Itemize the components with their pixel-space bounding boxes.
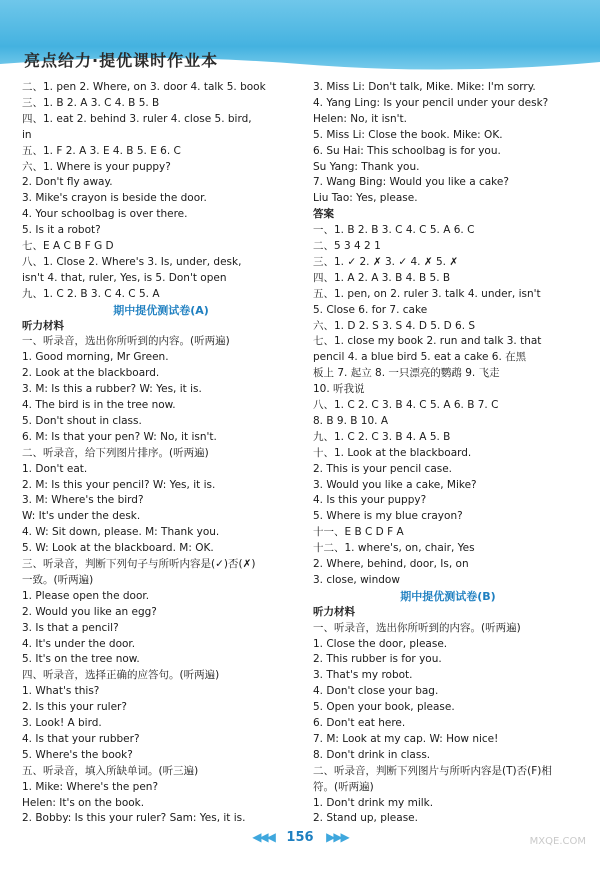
text-line: 3. Miss Li: Don't talk, Mike. Mike: I'm sorry. <box>313 81 536 93</box>
text-line: 4. Don't close your bag. <box>313 685 439 698</box>
text-line: 6. M: Is that your pen? W: No, it isn't. <box>22 430 217 443</box>
page-number: 156 <box>286 830 314 845</box>
page-title: 亮点给力·提优课时作业本 <box>24 51 219 70</box>
text-line: 四、1. eat 2. behind 3. ruler 4. close 5. bird, <box>22 112 252 125</box>
text-line: pencil 4. a blue bird 5. eat a cake 6. 在黑 <box>313 351 527 364</box>
text-line: 符。(听两遍) <box>313 780 374 793</box>
text-line: 八、1. Close 2. Where's 3. Is, under, desk, <box>22 255 242 268</box>
text-line: 8. B 9. B 10. A <box>313 414 389 427</box>
text-line: 1. Close the door, please. <box>313 637 448 650</box>
text-line: 二、1. pen 2. Where, on 3. door 4. talk 5. book <box>22 81 266 93</box>
text-line: 一致。(听两遍) <box>22 573 94 586</box>
text-line: 5. It's on the tree now. <box>22 653 140 666</box>
text-line: 四、听录音，选择正确的应答句。(听两遍) <box>22 669 220 682</box>
text-line: 一、听录音，选出你所听到的内容。(听两遍) <box>22 335 230 348</box>
text-line: 7. Wang Bing: Would you like a cake? <box>313 176 509 189</box>
text-line: 1. Please open the door. <box>22 589 150 602</box>
text-line: 答案 <box>313 208 334 221</box>
text-line: 听力材料 <box>313 605 355 618</box>
text-line: 1. What's this? <box>22 685 100 698</box>
text-line: 三、1. B 2. A 3. C 4. B 5. B <box>22 96 160 109</box>
text-line: 十一、E B C D F A <box>313 526 404 539</box>
text-line: 2. This rubber is for you. <box>313 653 442 666</box>
text-line: Su Yang: Thank you. <box>313 160 420 173</box>
text-line: 二、5 3 4 2 1 <box>313 240 381 252</box>
text-line: 4. The bird is in the tree now. <box>22 399 176 411</box>
text-line: 3. That's my robot. <box>313 669 413 682</box>
text-line: 3. Mike's crayon is beside the door. <box>22 192 207 205</box>
text-line: 5. Close 6. for 7. cake <box>313 303 428 316</box>
text-line: 三、听录音，判断下列句子与所听内容是(✓)否(✗) <box>22 558 256 570</box>
text-line: 8. Don't drink in class. <box>313 748 431 761</box>
text-line: 5. Miss Li: Close the book. Mike: OK. <box>313 128 503 141</box>
text-line: 3. Is that a pencil? <box>22 621 119 634</box>
text-line: 2. M: Is this your pencil? W: Yes, it is. <box>22 478 216 491</box>
text-line: 九、1. C 2. C 3. B 4. A 5. B <box>313 430 451 443</box>
section-title: 期中提优测试卷(A) <box>113 303 209 317</box>
section-title: 期中提优测试卷(B) <box>400 589 496 603</box>
text-line: 2. Look at the blackboard. <box>22 367 160 380</box>
text-line: 10. 听我说 <box>313 383 365 396</box>
text-line: 7. M: Look at my cap. W: How nice! <box>313 732 499 745</box>
text-line: 十二、1. where's, on, chair, Yes <box>313 542 475 555</box>
text-line: isn't 4. that, ruler, Yes, is 5. Don't open <box>22 271 227 284</box>
text-line: Liu Tao: Yes, please. <box>313 192 418 205</box>
text-line: 二、听录音，判断下列图片与所听内容是(T)否(F)相 <box>313 764 552 777</box>
text-line: 3. M: Where's the bird? <box>22 494 144 507</box>
next-arrows-icon: ▶▶▶ <box>326 830 348 844</box>
text-line: 六、1. Where is your puppy? <box>22 160 171 173</box>
text-line: 四、1. A 2. A 3. B 4. B 5. B <box>313 271 451 284</box>
text-line: 6. Su Hai: This schoolbag is for you. <box>313 144 501 157</box>
text-line: 1. Don't drink my milk. <box>313 796 434 809</box>
prev-arrows-icon: ◀◀◀ <box>252 830 274 844</box>
text-line: 3. M: Is this a rubber? W: Yes, it is. <box>22 383 202 396</box>
text-line: 6. Don't eat here. <box>313 717 406 729</box>
text-line: 七、1. close my book 2. run and talk 3. that <box>313 335 542 348</box>
text-line: 5. Where is my blue crayon? <box>313 510 463 523</box>
text-line: 4. Is that your rubber? <box>22 732 140 745</box>
text-line: 一、听录音，选出你所听到的内容。(听两遍) <box>313 621 521 634</box>
text-line: 1. Don't eat. <box>22 462 88 475</box>
text-line: 五、1. F 2. A 3. E 4. B 5. E 6. C <box>22 144 181 157</box>
text-line: 六、1. D 2. S 3. S 4. D 5. D 6. S <box>313 319 476 332</box>
text-line: 2. This is your pencil case. <box>313 462 453 475</box>
text-line: 5. Don't shout in class. <box>22 414 142 427</box>
text-line: 2. Stand up, please. <box>313 812 418 825</box>
text-line: 2. Would you like an egg? <box>22 605 157 618</box>
text-line: Helen: No, it isn't. <box>313 112 407 125</box>
text-line: 十、1. Look at the blackboard. <box>313 446 472 459</box>
text-line: 5. Open your book, please. <box>313 701 455 714</box>
text-line: Helen: It's on the book. <box>22 796 145 809</box>
text-line: 1. Good morning, Mr Green. <box>22 351 169 364</box>
text-line: 一、1. B 2. B 3. C 4. C 5. A 6. C <box>313 224 475 237</box>
text-line: 2. Bobby: Is this your ruler? Sam: Yes, it is. <box>22 812 246 825</box>
text-line: 4. W: Sit down, please. M: Thank you. <box>22 526 220 539</box>
text-line: W: It's under the desk. <box>22 510 141 523</box>
text-line: 5. Is it a robot? <box>22 224 101 237</box>
text-line: 3. Look! A bird. <box>22 717 102 729</box>
text-line: 五、听录音，填入所缺单词。(听三遍) <box>22 764 199 777</box>
text-line: 4. Your schoolbag is over there. <box>22 208 188 221</box>
watermark: MXQE.COM <box>529 836 586 847</box>
text-line: 2. Where, behind, door, Is, on <box>313 558 469 570</box>
text-line: 八、1. C 2. C 3. B 4. C 5. A 6. B 7. C <box>313 399 499 411</box>
text-line: 九、1. C 2. B 3. C 4. C 5. A <box>22 287 160 300</box>
text-line: 2. Don't fly away. <box>22 176 113 189</box>
text-line: 3. close, window <box>313 573 400 586</box>
text-line: 板上 7. 起立 8. 一只漂亮的鹦鹉 9. 飞走 <box>313 367 500 380</box>
text-line: in <box>22 128 32 141</box>
text-line: 二、听录音，给下列图片排序。(听两遍) <box>22 446 209 459</box>
text-line: 五、1. pen, on 2. ruler 3. talk 4. under, isn't <box>313 287 541 300</box>
text-line: 3. Would you like a cake, Mike? <box>313 478 477 491</box>
text-line: 4. Yang Ling: Is your pencil under your desk? <box>313 96 549 109</box>
text-line: 三、1. ✓ 2. ✗ 3. ✓ 4. ✗ 5. ✗ <box>313 255 459 268</box>
text-line: 4. It's under the door. <box>22 637 136 650</box>
text-line: 听力材料 <box>22 319 64 332</box>
text-line: 4. Is this your puppy? <box>313 494 427 507</box>
text-line: 2. Is this your ruler? <box>22 701 127 714</box>
text-line: 5. W: Look at the blackboard. M: OK. <box>22 542 214 555</box>
header-banner <box>0 0 600 78</box>
text-line: 七、E A C B F G D <box>22 240 114 252</box>
text-line: 1. Mike: Where's the pen? <box>22 780 159 793</box>
text-line: 5. Where's the book? <box>22 748 133 761</box>
